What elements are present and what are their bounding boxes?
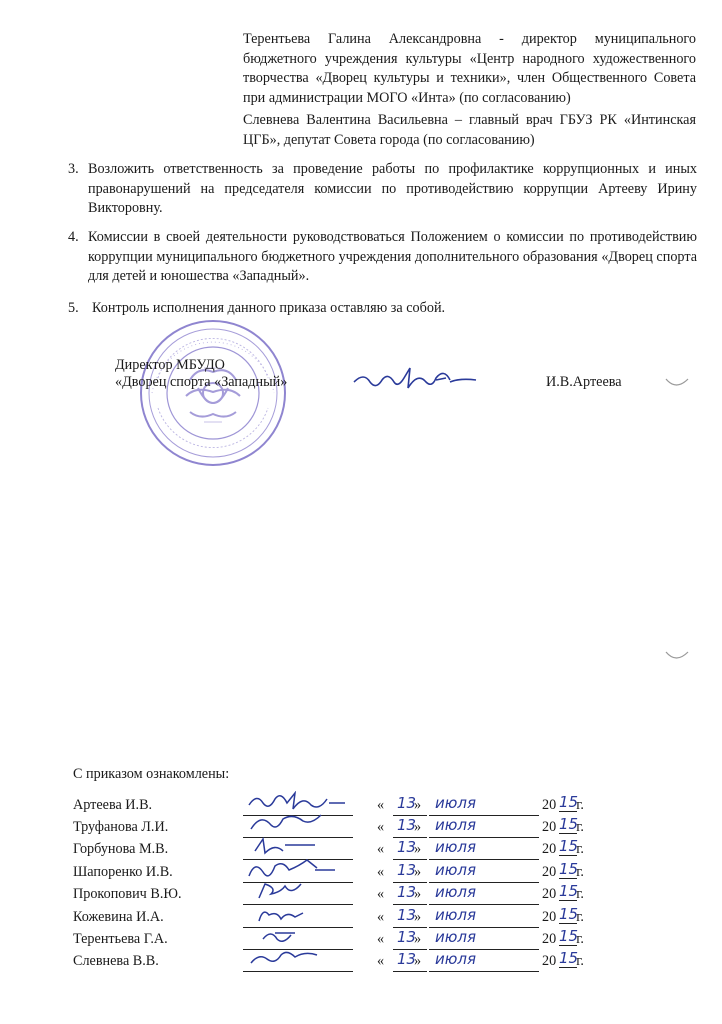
year-suffix: г. [576, 841, 584, 857]
item-number-4: 4. [68, 229, 79, 245]
year-prefix: 20 [542, 864, 557, 880]
open-quote: « [377, 819, 385, 835]
close-quote: » [414, 886, 422, 902]
open-quote: « [377, 909, 385, 925]
handwritten-year: 15 [559, 815, 579, 833]
acknowledgement-row [73, 837, 633, 861]
open-quote: « [377, 797, 385, 813]
employee-signature-image [245, 813, 351, 837]
employee-name: Слевнева В.В. [73, 953, 159, 969]
commission-member-terentyeva: Терентьева Галина Александровна - директор муниципального бюджетного учреждения культуры «Центр народного художественного творчества «Дворец культуры и техники», член Общественного Совета при администрации МОГО «Инта» (по согласованию) [243, 31, 696, 106]
employee-name: Артеева И.В. [73, 797, 153, 813]
handwritten-year: 15 [559, 949, 579, 967]
handwritten-day: 13 [397, 794, 417, 812]
acknowledgement-row [73, 793, 633, 817]
handwritten-year: 15 [559, 905, 579, 923]
year-suffix: г. [576, 953, 584, 969]
year-prefix: 20 [542, 886, 557, 902]
year-line [559, 905, 577, 924]
commission-member-slevneva: Слевнева Валентина Васильевна – главный врач ГБУЗ РК «Интинская ЦГБ», депутат Совета города (по согласованию) [243, 112, 696, 148]
employee-name: Кожевина И.А. [73, 909, 164, 925]
handwritten-day: 13 [397, 928, 417, 946]
employee-name: Горбунова М.В. [73, 841, 169, 857]
employee-name: Терентьева Г.А. [73, 931, 168, 947]
handwritten-day: 13 [397, 861, 417, 879]
punch-hole-mark [664, 375, 690, 389]
open-quote: « [377, 931, 385, 947]
handwritten-day: 13 [397, 816, 417, 834]
year-prefix: 20 [542, 797, 557, 813]
year-prefix: 20 [542, 819, 557, 835]
year-suffix: г. [576, 797, 584, 813]
employee-signature-image [245, 903, 351, 927]
organization-seal [138, 318, 288, 468]
year-suffix: г. [576, 909, 584, 925]
year-line [559, 815, 577, 834]
close-quote: » [414, 953, 422, 969]
year-prefix: 20 [542, 953, 557, 969]
year-prefix: 20 [542, 931, 557, 947]
handwritten-year: 15 [559, 793, 579, 811]
acknowledgement-row [73, 905, 633, 929]
punch-hole-mark-lower [664, 648, 690, 662]
handwritten-month: июля [435, 794, 476, 812]
handwritten-day: 13 [397, 950, 417, 968]
close-quote: » [414, 819, 422, 835]
handwritten-day: 13 [397, 838, 417, 856]
year-line [559, 837, 577, 856]
handwritten-month: июля [435, 838, 476, 856]
acknowledgement-row [73, 815, 633, 839]
handwritten-month: июля [435, 861, 476, 879]
item-text-5: Контроль исполнения данного приказа оставляю за собой. [92, 300, 446, 316]
item-text-3: Возложить ответственность за проведение работы по профилактике коррупционных и иных правонарушений на председателя комиссии по противодействию коррупции Артееву Ирину Викторовну. [88, 161, 697, 216]
handwritten-month: июля [435, 816, 476, 834]
year-suffix: г. [576, 931, 584, 947]
item-number-5: 5. [68, 300, 79, 316]
director-signature-image [352, 362, 482, 396]
acknowledgement-title: С приказом ознакомлены: [73, 766, 230, 782]
employee-name: Труфанова Л.И. [73, 819, 169, 835]
year-line [559, 860, 577, 879]
close-quote: » [414, 797, 422, 813]
year-line [559, 927, 577, 946]
close-quote: » [414, 864, 422, 880]
employee-name: Прокопович В.Ю. [73, 886, 182, 902]
item-number-3: 3. [68, 161, 79, 177]
signature-position-line-2: «Дворец спорта «Западный» [115, 374, 288, 390]
handwritten-year: 15 [559, 837, 579, 855]
employee-signature-image [245, 880, 351, 904]
year-suffix: г. [576, 819, 584, 835]
handwritten-year: 15 [559, 860, 579, 878]
employee-signature-image [245, 925, 351, 949]
year-line [559, 793, 577, 812]
item-text-4: Комиссии в своей деятельности руководствоваться Положением о комиссии по противодействию коррупции муниципального бюджетного учреждения дополнительного образования «Дворец спорта для детей и юношества «Западный». [88, 229, 697, 284]
year-line [559, 949, 577, 968]
handwritten-day: 13 [397, 883, 417, 901]
open-quote: « [377, 864, 385, 880]
acknowledgement-row [73, 949, 633, 973]
acknowledgement-row [73, 860, 633, 884]
year-suffix: г. [576, 864, 584, 880]
acknowledgement-row [73, 927, 633, 951]
handwritten-month: июля [435, 950, 476, 968]
employee-name: Шапоренко И.В. [73, 864, 173, 880]
year-suffix: г. [576, 886, 584, 902]
handwritten-month: июля [435, 928, 476, 946]
handwritten-month: июля [435, 883, 476, 901]
handwritten-year: 15 [559, 927, 579, 945]
year-line [559, 882, 577, 901]
employee-signature-image [245, 835, 351, 859]
open-quote: « [377, 841, 385, 857]
open-quote: « [377, 953, 385, 969]
close-quote: » [414, 841, 422, 857]
signature-position-line-1: Директор МБУДО [115, 357, 225, 373]
close-quote: » [414, 931, 422, 947]
employee-signature-image [245, 791, 351, 815]
handwritten-day: 13 [397, 906, 417, 924]
employee-signature-image [245, 858, 351, 882]
handwritten-year: 15 [559, 882, 579, 900]
director-name: И.В.Артеева [546, 374, 622, 390]
close-quote: » [414, 909, 422, 925]
year-prefix: 20 [542, 841, 557, 857]
open-quote: « [377, 886, 385, 902]
acknowledgement-row [73, 882, 633, 906]
employee-signature-image [245, 947, 351, 971]
handwritten-month: июля [435, 906, 476, 924]
year-prefix: 20 [542, 909, 557, 925]
